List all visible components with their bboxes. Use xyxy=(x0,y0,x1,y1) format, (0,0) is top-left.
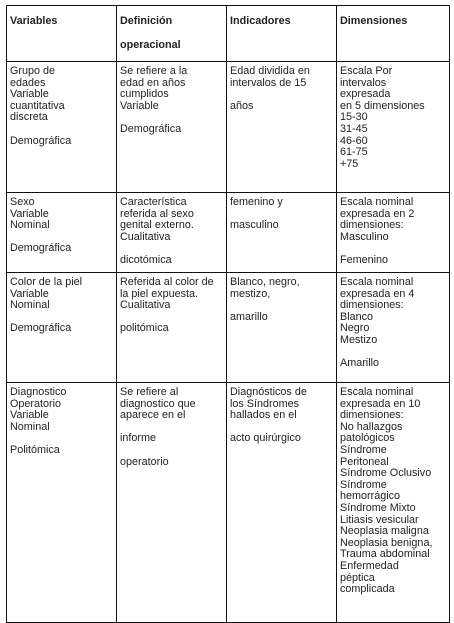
cell-line: femenino y xyxy=(230,196,283,208)
cell-line: informe xyxy=(120,432,157,445)
cell-line: acto quirúrgico xyxy=(230,432,301,445)
cell-line: Escala nominal xyxy=(340,196,414,208)
cell-line: Demográfica xyxy=(120,122,182,135)
cell-line: Color de la piel xyxy=(10,276,83,288)
cell-line: Variable xyxy=(120,99,159,112)
variable-cell xyxy=(7,62,117,193)
definition-cell xyxy=(117,193,227,273)
cell-line: Nominal xyxy=(10,219,50,232)
cell-line: discreta xyxy=(10,111,48,124)
variable-cell xyxy=(7,193,117,273)
cell-line: cuantitativa xyxy=(10,99,65,112)
cell-line: 61-75 xyxy=(340,146,368,159)
cell-line: Blanco, negro, xyxy=(230,276,300,288)
cell-line: Cualitativa xyxy=(120,230,171,243)
cell-line: Politómica xyxy=(10,443,60,456)
header-variables: Variables xyxy=(7,6,117,62)
header-definition: Definición operacional xyxy=(117,6,227,62)
cell-line: Escala nominal xyxy=(340,276,414,288)
cell-line: Síndrome Oclusivo xyxy=(340,467,432,480)
cell-line: Característica xyxy=(120,196,187,208)
cell-line: Nominal xyxy=(10,299,50,312)
cell-line: Escala nominal xyxy=(340,386,414,398)
cell-line: Enfermedad xyxy=(340,559,399,572)
table-row xyxy=(7,383,450,623)
cell-line: expresada en 2 xyxy=(340,207,415,220)
line-gap xyxy=(120,445,223,457)
cell-line: edad en años xyxy=(120,76,186,89)
definition-cell xyxy=(117,62,227,193)
cell-line: patológicos xyxy=(340,432,395,445)
dimensions-cell xyxy=(337,383,450,623)
cell-line: hallados en el xyxy=(230,409,297,422)
table-row xyxy=(7,193,450,273)
cell-line: péptica xyxy=(340,571,375,584)
cell-line: Masculino xyxy=(340,230,389,243)
cell-line: politómica xyxy=(120,322,169,335)
cell-line: amarillo xyxy=(230,310,268,323)
cell-line: +75 xyxy=(340,157,359,170)
cell-line: Blanco xyxy=(340,310,374,323)
cell-line: Grupo de xyxy=(10,65,56,77)
cell-line: dimensiones: xyxy=(340,219,404,232)
cell-line: Se refiere a la xyxy=(120,65,188,77)
cell-line: expresada en 10 xyxy=(340,397,421,410)
header-dimensions: Dimensiones xyxy=(337,6,450,62)
cell-line: Amarillo xyxy=(340,357,379,370)
cell-line: hemorrágico xyxy=(340,490,401,503)
table-row xyxy=(7,62,450,193)
variable-cell xyxy=(7,273,117,383)
cell-line: Litiasis vesicular xyxy=(340,513,419,526)
dimensions-cell xyxy=(337,193,450,273)
cell-line: en 5 dimensiones xyxy=(340,99,425,112)
line-gap xyxy=(10,124,113,136)
cell-line: la piel expuesta. xyxy=(120,287,199,300)
cell-line: Edad dividida en xyxy=(230,65,310,77)
cell-line: cumplidos xyxy=(120,88,169,101)
cell-line: los Síndromes xyxy=(230,397,300,410)
cell-line: dimensiones: xyxy=(340,299,404,312)
cell-line: Escala Por xyxy=(340,65,393,77)
table-row xyxy=(7,273,450,383)
cell-line: 15-30 xyxy=(340,111,368,124)
cell-line: Se refiere al xyxy=(120,386,179,398)
cell-line: Referida al color de xyxy=(120,276,214,288)
dimensions-cell xyxy=(337,273,450,383)
cell-line: Neoplasia benigna, xyxy=(340,536,433,549)
cell-line: Demográfica xyxy=(10,134,72,147)
header-indicators: Indicadores xyxy=(227,6,337,62)
cell-line: Variable xyxy=(10,88,49,101)
cell-line: Diagnósticos de xyxy=(230,386,307,398)
cell-line: Negro xyxy=(340,322,370,335)
cell-line: Diagnostico xyxy=(10,386,67,398)
dimensions-cell xyxy=(337,62,450,193)
cell-line: Síndrome xyxy=(340,478,387,491)
cell-line: 46-60 xyxy=(340,134,368,147)
cell-line: Sexo xyxy=(10,196,35,208)
cell-line: Femenino xyxy=(340,253,389,266)
header-row xyxy=(7,6,450,62)
cell-line: complicada xyxy=(340,583,395,596)
cell-line: Peritoneal xyxy=(340,455,389,468)
indicators-cell xyxy=(227,193,337,273)
cell-line: Mestizo xyxy=(340,333,378,346)
indicators-cell xyxy=(227,383,337,623)
cell-line: referida al sexo xyxy=(120,207,194,220)
cell-line: dicotómica xyxy=(120,253,172,266)
cell-line: Cualitativa xyxy=(120,299,171,312)
cell-line: 31-45 xyxy=(340,122,368,135)
variables-table xyxy=(6,5,450,623)
cell-line: expresada xyxy=(340,88,391,101)
cell-line: diagnostico que xyxy=(120,397,196,410)
cell-line: Demográfica xyxy=(10,322,72,335)
cell-line: Nominal xyxy=(10,420,50,433)
cell-line: masculino xyxy=(230,219,279,232)
cell-line: Trauma abdominal xyxy=(340,548,430,561)
indicators-cell xyxy=(227,273,337,383)
cell-line: Variable xyxy=(10,207,49,220)
cell-line: Demográfica xyxy=(10,242,72,255)
cell-line: intervalos xyxy=(340,76,387,89)
cell-line: aparece en el xyxy=(120,409,186,422)
cell-line: Operatorio xyxy=(10,397,62,410)
definition-cell xyxy=(117,273,227,383)
cell-line: genital externo. xyxy=(120,219,194,232)
cell-line: No hallazgos xyxy=(340,420,403,433)
cell-line: edades xyxy=(10,76,46,89)
cell-line: años xyxy=(230,99,254,112)
indicators-cell xyxy=(227,62,337,193)
variable-cell xyxy=(7,383,117,623)
definition-cell xyxy=(117,383,227,623)
cell-line: intervalos de 15 xyxy=(230,76,307,89)
cell-line: operatorio xyxy=(120,455,169,468)
cell-line: Síndrome xyxy=(340,443,387,456)
cell-line: Síndrome Mixto xyxy=(340,501,416,514)
cell-line: Variable xyxy=(10,287,49,300)
cell-line: mestizo, xyxy=(230,287,271,300)
cell-line: dimensiones: xyxy=(340,409,404,422)
cell-line: Neoplasia maligna xyxy=(340,525,429,538)
cell-line: expresada en 4 xyxy=(340,287,415,300)
cell-line: Variable xyxy=(10,409,49,422)
